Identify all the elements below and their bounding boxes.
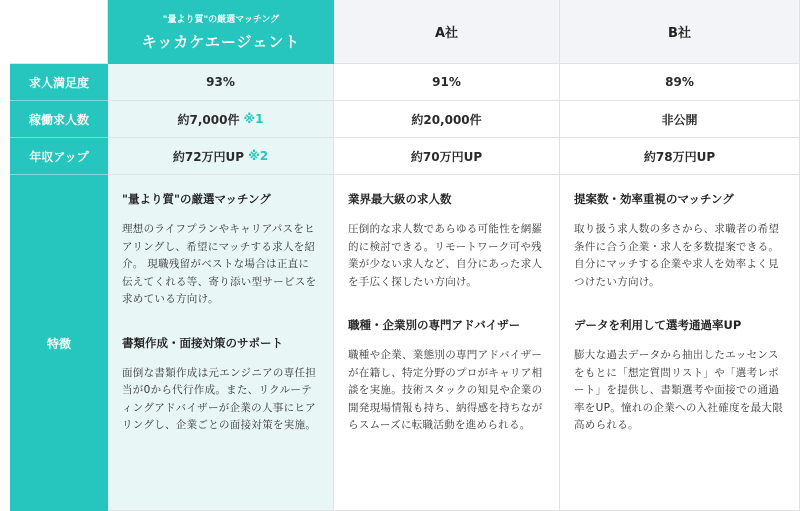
- feature-title: 職種・企業別の専門アドバイザー: [348, 318, 521, 332]
- left-edge: [0, 138, 10, 175]
- feature-text: 膨大な過去データから抽出したエッセンスをもとに「想定質問リスト」や「選考レポート」を提供し、書類選考や面接での通過率をUP。憧れの企業への入社確度を最大限高められる。: [574, 349, 784, 431]
- b-features: [560, 175, 800, 511]
- b-satisfaction: 89%: [560, 64, 800, 101]
- feature-title: 書類作成・面接対策のサポート: [122, 335, 283, 350]
- feature-title: 業界最大級の求人数: [348, 192, 452, 206]
- kikkake-jobs: [108, 101, 334, 138]
- b-jobs: 非公開: [560, 101, 800, 138]
- feature-title: 提案数・効率重視のマッチング: [574, 192, 734, 206]
- feature-text: 圧倒的な求人数であらゆる可能性を網羅的に検討できる。リモートワーク可や残業が少ない求人など、自分にあった求人を手広く探したい方向け。: [348, 223, 543, 288]
- feature-text: 理想のライフプランやキャリアパスをヒアリングし、希望にマッチする求人を紹介。 現職残留がベストな場合は正直に伝えてくれる等、寄り添い型サービスを求めている方向け。: [122, 223, 317, 305]
- a-jobs: 約20,000件: [334, 101, 560, 138]
- left-edge: [0, 175, 10, 511]
- left-edge: [0, 0, 10, 64]
- corner-cell: [10, 0, 108, 64]
- footnote-2: ※2: [248, 149, 269, 163]
- feature-text: 取り扱う求人数の多さから、求職者の希望条件に合う企業・求人を多数提案できる。自分にマッチする企業や求人を効率よく見つけたい方向け。: [574, 223, 780, 288]
- kikkake-subtitle: "量より質"の厳選マッチング: [162, 14, 280, 25]
- kikkake-income: [108, 138, 334, 175]
- a-features: [334, 175, 560, 511]
- feature-text: 職種や企業、業態別の専門アドバイザーが在籍し、特定分野のプロがキャリア相談を実施。技術スタックの知見や企業の開発現場情報も持ち、納得感を持ちながらスムーズに転職活動を進められる。: [348, 349, 543, 431]
- footnote-1: ※1: [243, 112, 264, 126]
- feature-title: データを利用して選考通過率UP: [574, 318, 742, 332]
- feature-text: 面倒な書類作成は元エンジニアの専任担当が0から代行作成。また、リクルーティングアドバイザーが企業の人事にヒアリングし、企業ごとの面接対策を実施。: [122, 366, 317, 431]
- kikkake-features: [108, 175, 334, 511]
- company-b-header: B社: [560, 0, 800, 64]
- kikkake-name: キッカケエージェント: [141, 32, 301, 51]
- kikkake-header: [108, 0, 334, 64]
- b-income: 約78万円UP: [560, 138, 800, 175]
- kikkake-jobs-value: 約7,000件: [177, 112, 240, 127]
- left-edge: [0, 64, 10, 101]
- row-label-satisfaction: 求人満足度: [10, 64, 108, 101]
- kikkake-satisfaction: 93%: [108, 64, 334, 101]
- kikkake-income-value: 約72万円UP: [172, 149, 245, 164]
- a-satisfaction: 91%: [334, 64, 560, 101]
- left-edge: [0, 101, 10, 138]
- a-income: 約70万円UP: [334, 138, 560, 175]
- feature-title: "量より質"の厳選マッチング: [122, 192, 271, 206]
- row-label-income: 年収アップ: [10, 138, 108, 175]
- company-a-header: A社: [334, 0, 560, 64]
- row-label-jobs: 稼働求人数: [10, 101, 108, 138]
- row-label-features: 特徴: [10, 175, 108, 511]
